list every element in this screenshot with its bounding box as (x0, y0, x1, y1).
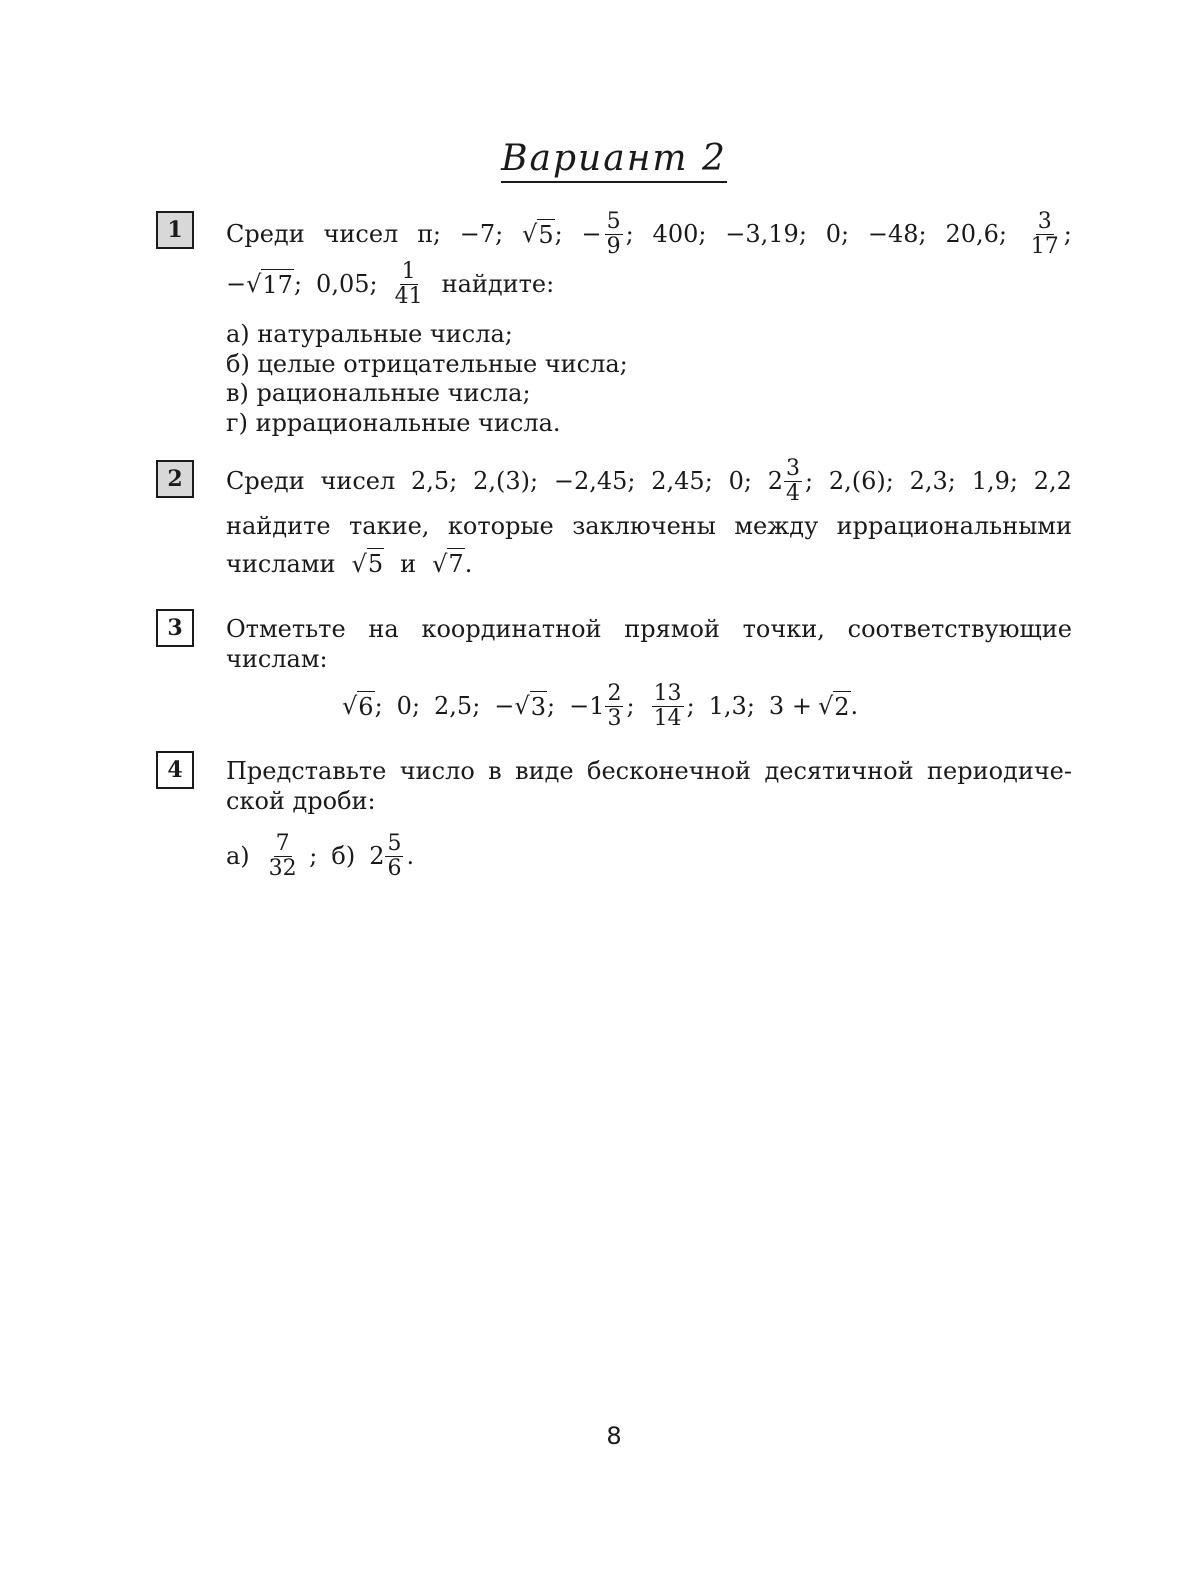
task-4-line-1 (226, 756, 1072, 786)
task-3-minus-sqrt3: −√ 3 ; (494, 692, 556, 721)
task-3-value: 1,3; (708, 692, 755, 720)
task-1-fraction-5-9: − $\frac{5}{9}$ ; (581, 208, 634, 259)
task-1-pi: π; (417, 220, 441, 248)
whole-part: 2 (369, 842, 385, 870)
task-1-value: −48; (867, 220, 927, 248)
task-1-line-2 (226, 254, 554, 314)
task-1-value: 0; (825, 220, 850, 248)
task-1-fraction-3-17: $\frac{3}{17}$ ; (1030, 208, 1072, 259)
task-4-label-a: а) (226, 842, 250, 870)
task-1-item-d: г) иррациональные числа. (226, 409, 561, 437)
task-3-word: на (368, 615, 399, 643)
task-3-three-plus: 3 + (768, 692, 812, 720)
numerator: 1 (401, 258, 416, 284)
task-3-word: соответствующие (847, 615, 1072, 643)
task-1-value: 20,6; (945, 220, 1007, 248)
task-3-word: точки, (742, 615, 825, 643)
task-3-sqrt6: √ 6 ; (342, 692, 383, 721)
numerator: 2 (607, 680, 622, 706)
task-2-value: 2,2 (1033, 467, 1072, 495)
task-3-word: прямой (624, 615, 720, 643)
task-3-fraction-13-14: $\frac{13}{14}$ ; (653, 680, 695, 731)
task-4-number-box (156, 751, 194, 789)
task-4-word: десятичной (764, 757, 914, 785)
task-1-value: 0,05; (316, 270, 378, 298)
whole-part: −1 (569, 692, 605, 720)
task-1-number-box (156, 211, 194, 249)
task-2-word: иррациональными (836, 512, 1072, 540)
task-3-word: Отметьте (226, 615, 346, 643)
denominator: 17 (1030, 233, 1059, 259)
whole-part: 2 (767, 467, 783, 495)
task-4-word: число (399, 757, 475, 785)
task-2-word: заключены (572, 512, 716, 540)
radicand: 3 (530, 692, 546, 721)
task-4-answers (226, 826, 414, 886)
task-1-fraction-1-41 (390, 260, 428, 309)
task-3-number: 3 (167, 615, 183, 641)
task-2-value: 2,(3); (473, 467, 539, 495)
task-2-value: 2,45; (651, 467, 713, 495)
task-2-number-box (156, 460, 194, 498)
task-3-number-box (156, 609, 194, 647)
task-2-mixed-number: 2 $\frac{3}{4}$ ; (767, 455, 814, 506)
denominator: 32 (268, 855, 297, 881)
numerator: 7 (275, 830, 290, 856)
task-2-sqrt7: √ 7 . (432, 549, 473, 578)
task-3-mixed-number: −1 $\frac{2}{3}$ ; (569, 680, 635, 731)
denominator: 4 (786, 480, 800, 506)
task-1-sqrt5: √ 5 ; (522, 220, 563, 249)
task-3-sqrt2: √ 2 . (817, 692, 859, 721)
task-2-value: 2,5; (411, 467, 458, 495)
task-2-number: 2 (167, 466, 183, 492)
task-2-word: найдите (226, 512, 331, 540)
task-2-line-2 (226, 511, 1072, 541)
task-2-value: 0; (728, 467, 752, 495)
task-1-word: чисел (323, 220, 399, 248)
denominator: 3 (607, 705, 622, 731)
task-3-line-2: числам: (226, 645, 328, 673)
task-4-word: бесконечной (587, 757, 752, 785)
task-3-number-list (342, 676, 858, 736)
task-2-word: и (400, 549, 417, 578)
page-title (0, 138, 1200, 179)
task-1-value: 400; (652, 220, 707, 248)
minus-sign: − (581, 220, 602, 248)
task-2-word: числами (226, 549, 336, 578)
task-2-value: 2,3; (909, 467, 956, 495)
numerator: 3 (1037, 208, 1052, 234)
task-2-word: Среди (226, 467, 305, 495)
task-1-find: найдите: (441, 270, 555, 298)
task-2-line-1 (226, 452, 1072, 510)
task-2-word: между (734, 512, 819, 540)
task-2-value: 1,9; (971, 467, 1018, 495)
denominator: 14 (653, 705, 682, 731)
denominator: 41 (394, 283, 423, 309)
numerator: 3 (786, 455, 800, 481)
task-3-line-1 (226, 614, 1072, 644)
task-4-word: периодиче- (927, 757, 1072, 785)
task-1-value: −7; (459, 220, 504, 248)
radicand: 2 (834, 692, 850, 721)
task-4-fraction-7-32: $\frac{7}{32}$ ; (268, 830, 318, 881)
task-4-mixed-number: 2 $\frac{5}{6}$ . (369, 830, 415, 881)
radicand: 5 (367, 550, 384, 578)
task-4-word: Представьте (226, 757, 387, 785)
denominator: 9 (606, 233, 621, 259)
task-4-line-2: ской дроби: (226, 787, 376, 815)
task-2-value: 2,(6); (828, 467, 894, 495)
task-4-label-b: б) (331, 842, 356, 870)
task-3-word: координатной (421, 615, 602, 643)
radicand: 7 (448, 550, 464, 578)
title-text: Вариант 2 (501, 138, 727, 183)
numerator: 5 (606, 208, 621, 234)
task-1-number: 1 (167, 217, 183, 243)
radicand: 6 (358, 692, 374, 721)
numerator: 13 (653, 680, 682, 706)
radicand: 5 (538, 220, 554, 249)
task-2-line-3 (226, 548, 472, 579)
task-3-value: 2,5; (434, 692, 481, 720)
task-2-word: которые (447, 512, 554, 540)
task-1-minus-sqrt17: −√ 17 ; (226, 270, 303, 299)
task-1-value: −3,19; (725, 220, 807, 248)
task-3-value: 0; (396, 692, 421, 720)
numerator: 5 (387, 830, 402, 856)
task-1-item-a: а) натуральные числа; (226, 320, 513, 348)
task-4-word: в (488, 757, 502, 785)
task-4-word: виде (515, 757, 574, 785)
task-1-item-c: в) рациональные числа; (226, 379, 531, 407)
task-2-word: чисел (320, 467, 396, 495)
task-1-word: Среди (226, 220, 305, 248)
denominator: 6 (387, 855, 402, 881)
task-2-value: −2,45; (553, 467, 636, 495)
page-number: 8 (606, 1422, 622, 1450)
task-2-sqrt5: √ 5 (351, 549, 384, 578)
task-4-number: 4 (167, 757, 183, 783)
task-1-item-b: б) целые отрицательные числа; (226, 350, 628, 378)
radicand: 17 (262, 270, 293, 299)
task-2-word: такие, (349, 512, 430, 540)
